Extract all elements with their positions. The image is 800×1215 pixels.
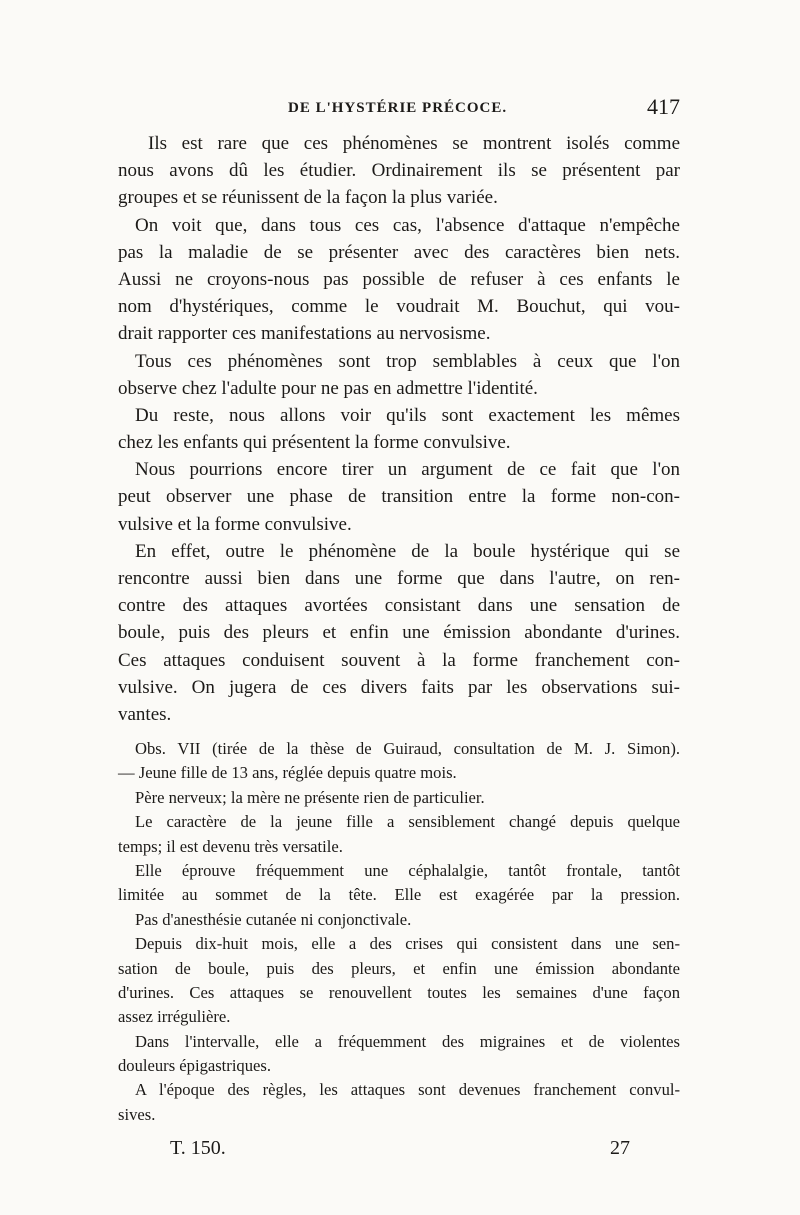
text-line: nom d'hystériques, comme le voudrait M. Bouchut, qui vou- — [118, 296, 680, 318]
text-line: boule, puis des pleurs et enfin une émission abondante d'urines. — [118, 622, 680, 644]
obs-line: d'urines. Ces attaques se renouvellent toutes les semaines d'une façon — [118, 982, 680, 1002]
obs-line: douleurs épigastriques. — [118, 1056, 271, 1076]
obs-line: Obs. VII (tirée de la thèse de Guiraud, consultation de M. J. Simon). — [135, 739, 680, 758]
text-line: vulsive et la forme convulsive. — [118, 513, 352, 535]
page-footer — [170, 1137, 630, 1167]
folio-number: 27 — [610, 1137, 630, 1159]
running-title: DE L'HYSTÉRIE PRÉCOCE. — [288, 100, 508, 116]
text-line: Tous ces phénomènes sont trop semblables à ceux que l'on — [135, 350, 680, 372]
text-line: nous avons dû les étudier. Ordinairement ils se présentent par — [118, 160, 680, 182]
obs-line: Pas d'anesthésie cutanée ni conjonctivale. — [135, 909, 412, 929]
obs-line: Le caractère de la jeune fille a sensiblement changé depuis quelque — [135, 812, 680, 832]
text-line: On voit que, dans tous ces cas, l'absence d'attaque n'empêche — [135, 214, 680, 236]
obs-line: assez irrégulière. — [118, 1007, 231, 1027]
obs-line: — Jeune fille de 13 ans, réglée depuis quatre mois. — [118, 763, 457, 783]
obs-line: sives. — [118, 1104, 156, 1124]
signature-mark: T. 150. — [170, 1137, 226, 1159]
page-number: 417 — [647, 94, 680, 119]
text-line: peut observer une phase de transition entre la forme non-con- — [118, 486, 680, 508]
obs-line: sation de boule, puis des pleurs, et enfin une émission abondante — [118, 958, 680, 978]
obs-line: limitée au sommet de la tête. Elle est exagérée par la pression. — [118, 885, 680, 905]
text-line: Aussi ne croyons-nous pas possible de refuser à ces enfants le — [118, 268, 680, 290]
page-header — [118, 94, 680, 124]
text-line: vantes. — [118, 703, 172, 725]
text-line: En effet, outre le phénomène de la boule hystérique qui se — [135, 540, 680, 562]
text-line: rencontre aussi bien dans une forme que dans l'autre, on ren- — [118, 568, 680, 589]
text-line: Du reste, nous allons voir qu'ils sont exactement les mêmes — [135, 404, 680, 426]
text-line: Ils est rare que ces phénomènes se montrent isolés comme — [148, 133, 680, 154]
text-line: Ces attaques conduisent souvent à la forme franchement con- — [118, 649, 680, 671]
obs-line: Père nerveux; la mère ne présente rien de particulier. — [135, 787, 485, 807]
text-line: contre des attaques avortées consistant dans une sensation de — [118, 595, 680, 617]
text-line: Nous pourrions encore tirer un argument de ce fait que l'on — [135, 459, 680, 481]
obs-line: temps; il est devenu très versatile. — [118, 836, 343, 856]
obs-line: Elle éprouve fréquemment une céphalalgie, tantôt frontale, tantôt — [135, 860, 680, 880]
obs-line: Dans l'intervalle, elle a fréquemment des migraines et de violentes — [135, 1031, 680, 1051]
text-line: observe chez l'adulte pour ne pas en admettre l'identité. — [118, 377, 538, 399]
text-line: drait rapporter ces manifestations au nervosisme. — [118, 323, 491, 345]
text-line: vulsive. On jugera de ces divers faits par les observations sui- — [118, 676, 680, 698]
obs-line: A l'époque des règles, les attaques sont devenues franchement convul- — [135, 1080, 680, 1100]
text-line: pas la maladie de se présenter avec des caractères bien nets. — [118, 241, 680, 263]
observation-block — [118, 737, 680, 1127]
text-line: groupes et se réunissent de la façon la plus variée. — [118, 187, 498, 209]
obs-line: Depuis dix-huit mois, elle a des crises qui consistent dans une sen- — [135, 934, 680, 954]
text-line: chez les enfants qui présentent la forme convulsive. — [118, 432, 511, 454]
body-text — [118, 130, 680, 728]
